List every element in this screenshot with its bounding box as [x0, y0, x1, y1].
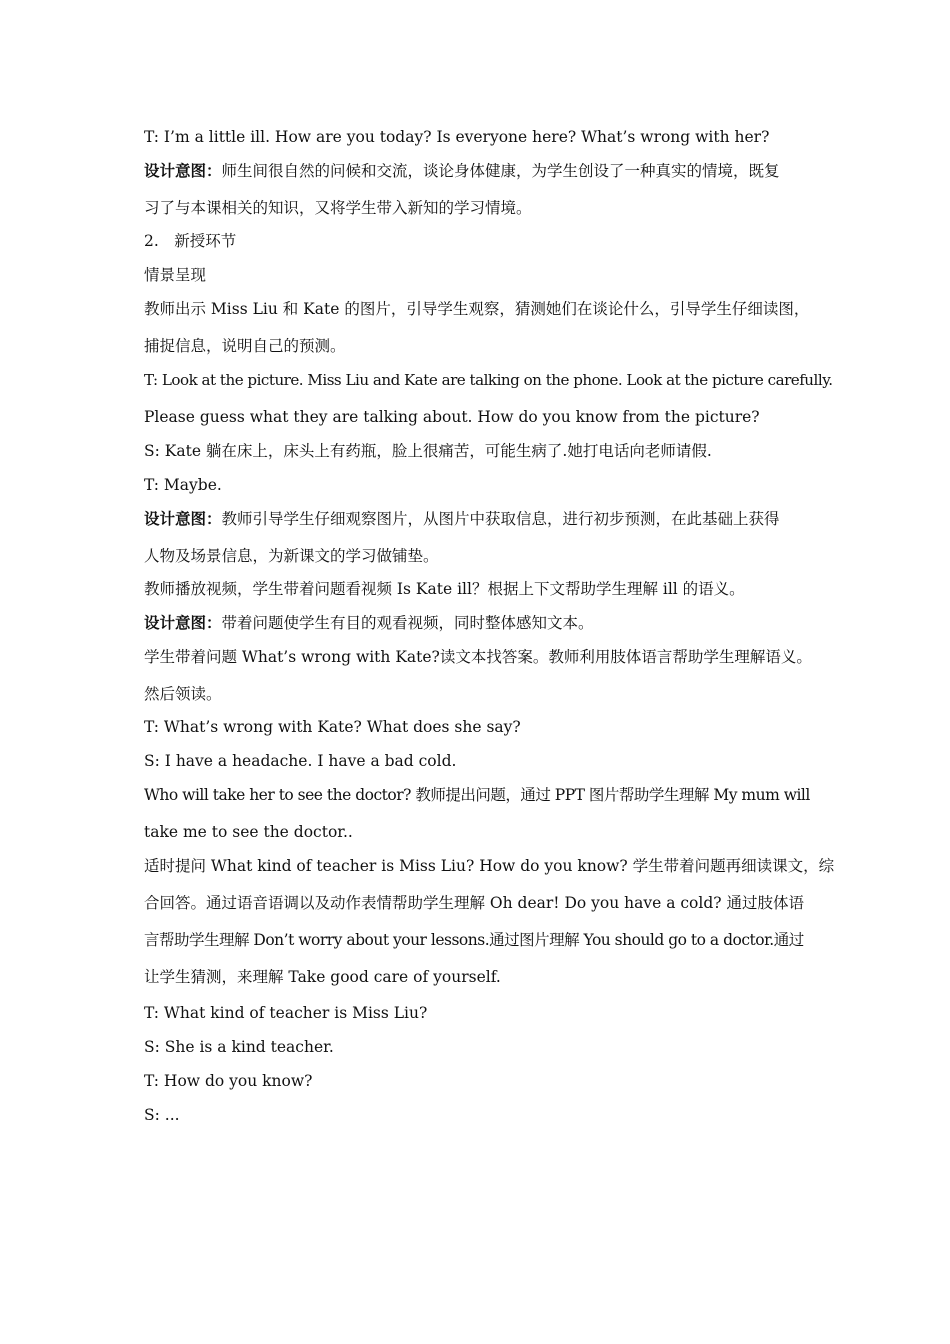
text-line: 教师出示 Miss Liu 和 Kate 的图片，引导学生观察，猜测她们在谈论什么，引导学生仔细读图，	[144, 300, 810, 318]
text-line: T: What kind of teacher is Miss Liu?	[144, 1004, 428, 1022]
text-line: take me to see the doctor..	[144, 823, 353, 841]
text-line: S: She is a kind teacher.	[144, 1038, 334, 1056]
text-line: 让学生猜测，来理解 Take good care of yourself.	[144, 968, 501, 986]
text-line: Who will take her to see the doctor? 教师提出问题，通过 PPT 图片帮助学生理解 My mum will	[144, 786, 810, 804]
text-line: 然后领读。	[144, 685, 222, 703]
text-line: 合回答。通过语音语调以及动作表情帮助学生理解 Oh dear! Do you have a cold? 通过肢体语	[144, 894, 805, 912]
design-intent-label: 设计意图：	[144, 509, 222, 528]
text-line: 教师播放视频，学生带着问题看视频 Is Kate ill？根据上下文帮助学生理解 ill 的语义。	[144, 580, 745, 598]
design-intent-label: 设计意图：	[144, 161, 222, 180]
text-line: T: What’s wrong with Kate? What does she say?	[144, 718, 521, 736]
text-line: 言帮助学生理解 Don’t worry about your lessons.通过图片理解 You should go to a doctor.通过	[144, 931, 804, 949]
design-intent-text: 带着问题使学生有目的观看视频，同时整体感知文本。	[221, 614, 594, 632]
text-line: Please guess what they are talking about. How do you know from the picture?	[144, 408, 760, 426]
text-line: T: I’m a little ill. How are you today? Is everyone here? What’s wrong with her?	[144, 128, 770, 146]
text-line: T: Look at the picture. Miss Liu and Kate are talking on the phone. Look at the picture carefully.	[144, 371, 833, 389]
text-line: 适时提问 What kind of teacher is Miss Liu? How do you know? 学生带着问题再细读课文，综	[144, 857, 835, 875]
text-line	[144, 612, 594, 634]
text-line: 习了与本课相关的知识，又将学生带入新知的学习情境。	[144, 199, 532, 217]
text-line: S: Kate 躺在床上，床头上有药瓶，脸上很痛苦，可能生病了.她打电话向老师请假.	[144, 442, 712, 460]
subsection-heading: 情景呈现	[144, 266, 207, 284]
design-intent-text: 教师引导学生仔细观察图片，从图片中获取信息，进行初步预测，在此基础上获得	[221, 510, 780, 528]
design-intent-text: 师生间很自然的问候和交流，谈论身体健康，为学生创设了一种真实的情境，既复	[221, 162, 780, 180]
section-heading: 2. 新授环节	[144, 232, 237, 250]
text-line: T: How do you know?	[144, 1072, 313, 1090]
text-line: S: ...	[144, 1106, 180, 1124]
text-line	[144, 508, 780, 530]
text-line: S: I have a headache. I have a bad cold.	[144, 752, 457, 770]
design-intent-label: 设计意图：	[144, 613, 222, 632]
text-line: 人物及场景信息，为新课文的学习做铺垫。	[144, 547, 439, 565]
text-line: 学生带着问题 What’s wrong with Kate?读文本找答案。教师利用肢体语言帮助学生理解语义。	[144, 648, 812, 666]
text-line: T: Maybe.	[144, 476, 222, 494]
text-line: 捕捉信息，说明自己的预测。	[144, 337, 346, 355]
text-line	[144, 160, 780, 182]
